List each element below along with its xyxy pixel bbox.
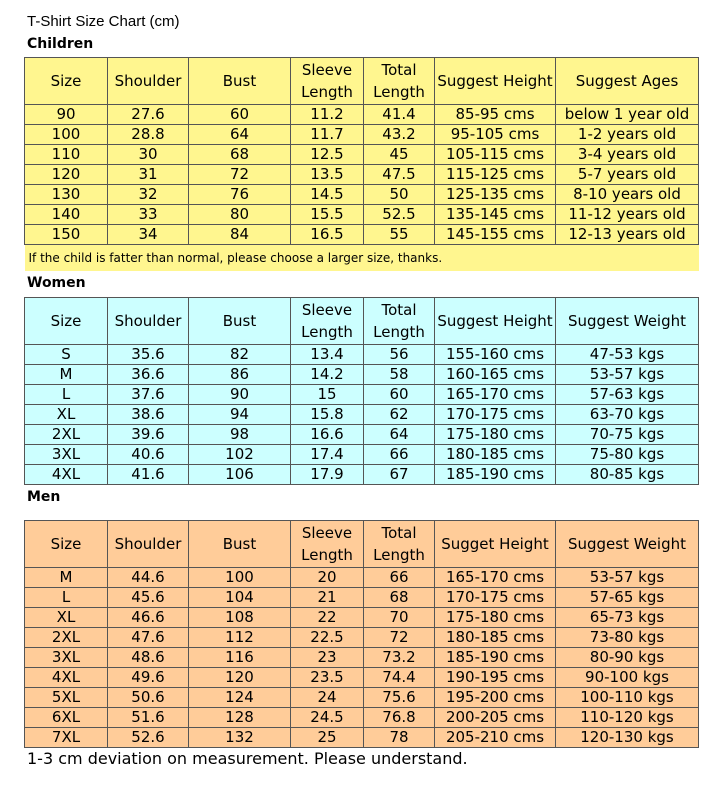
table-cell: 155-160 cms bbox=[435, 345, 556, 365]
table-cell: 72 bbox=[189, 165, 291, 185]
table-cell: 15.8 bbox=[291, 405, 364, 425]
table-cell: 21 bbox=[291, 588, 364, 608]
table-row bbox=[25, 125, 699, 145]
table-cell: 128 bbox=[189, 708, 291, 728]
table-cell: 100 bbox=[25, 125, 108, 145]
table-cell: 40.6 bbox=[108, 445, 189, 465]
table-cell: 130 bbox=[25, 185, 108, 205]
table-cell: 116 bbox=[189, 648, 291, 668]
table-row bbox=[25, 708, 699, 728]
column-header: Suggest Weight bbox=[556, 298, 699, 345]
table-cell: 12.5 bbox=[291, 145, 364, 165]
column-header: Bust bbox=[189, 58, 291, 105]
table-row bbox=[25, 728, 699, 748]
table-cell: 165-170 cms bbox=[435, 385, 556, 405]
table-row bbox=[25, 185, 699, 205]
table-cell: 47.5 bbox=[364, 165, 435, 185]
table-cell: 76.8 bbox=[364, 708, 435, 728]
table-cell: 57-63 kgs bbox=[556, 385, 699, 405]
column-header: Suggest Height bbox=[435, 58, 556, 105]
table-cell: 12-13 years old bbox=[556, 225, 699, 245]
table-cell: 66 bbox=[364, 445, 435, 465]
table-cell: 86 bbox=[189, 365, 291, 385]
column-header: Shoulder bbox=[108, 58, 189, 105]
table-cell: 5XL bbox=[25, 688, 108, 708]
table-row bbox=[25, 688, 699, 708]
deviation-note: 1-3 cm deviation on measurement. Please understand. bbox=[27, 749, 468, 768]
table-cell: 175-180 cms bbox=[435, 425, 556, 445]
table-cell: 55 bbox=[364, 225, 435, 245]
table-cell: 5-7 years old bbox=[556, 165, 699, 185]
table-cell: 132 bbox=[189, 728, 291, 748]
table-cell: 84 bbox=[189, 225, 291, 245]
table-cell: 23 bbox=[291, 648, 364, 668]
table-cell: 100 bbox=[189, 568, 291, 588]
table-cell: 90 bbox=[189, 385, 291, 405]
table-row bbox=[25, 445, 699, 465]
children-section-label: Children bbox=[27, 36, 94, 52]
table-cell: 94 bbox=[189, 405, 291, 425]
table-cell: 75.6 bbox=[364, 688, 435, 708]
table-cell: 3XL bbox=[25, 445, 108, 465]
table-row bbox=[25, 345, 699, 365]
column-header: Size bbox=[25, 58, 108, 105]
table-cell: 135-145 cms bbox=[435, 205, 556, 225]
table-cell: M bbox=[25, 568, 108, 588]
column-header: Sleeve Length bbox=[291, 58, 364, 105]
table-cell: 34 bbox=[108, 225, 189, 245]
table-cell: L bbox=[25, 588, 108, 608]
table-cell: 51.6 bbox=[108, 708, 189, 728]
table-cell: 15 bbox=[291, 385, 364, 405]
table-cell: 80-90 kgs bbox=[556, 648, 699, 668]
table-cell: 39.6 bbox=[108, 425, 189, 445]
table-cell: 58 bbox=[364, 365, 435, 385]
table-cell: 66 bbox=[364, 568, 435, 588]
table-cell: 52.6 bbox=[108, 728, 189, 748]
table-header-row bbox=[25, 298, 699, 345]
table-cell: 110 bbox=[25, 145, 108, 165]
table-row bbox=[25, 588, 699, 608]
table-cell: 74.4 bbox=[364, 668, 435, 688]
table-cell: 60 bbox=[364, 385, 435, 405]
table-cell: 80-85 kgs bbox=[556, 465, 699, 485]
table-cell: 56 bbox=[364, 345, 435, 365]
table-cell: 95-105 cms bbox=[435, 125, 556, 145]
table-cell: 190-195 cms bbox=[435, 668, 556, 688]
table-cell: 170-175 cms bbox=[435, 405, 556, 425]
table-cell: 205-210 cms bbox=[435, 728, 556, 748]
table-cell: 46.6 bbox=[108, 608, 189, 628]
table-cell: 3XL bbox=[25, 648, 108, 668]
table-row bbox=[25, 205, 699, 225]
column-header: Total Length bbox=[364, 298, 435, 345]
table-cell: below 1 year old bbox=[556, 105, 699, 125]
table-cell: 106 bbox=[189, 465, 291, 485]
table-cell: 68 bbox=[189, 145, 291, 165]
table-cell: 108 bbox=[189, 608, 291, 628]
table-cell: 47-53 kgs bbox=[556, 345, 699, 365]
column-header: Size bbox=[25, 521, 108, 568]
column-header: Bust bbox=[189, 298, 291, 345]
table-cell: 115-125 cms bbox=[435, 165, 556, 185]
table-cell: 64 bbox=[189, 125, 291, 145]
page-title: T-Shirt Size Chart (cm) bbox=[27, 13, 180, 30]
men-section-label: Men bbox=[27, 489, 61, 505]
table-cell: 1-2 years old bbox=[556, 125, 699, 145]
column-header: Sleeve Length bbox=[291, 298, 364, 345]
women-section-label: Women bbox=[27, 275, 86, 291]
table-cell: 185-190 cms bbox=[435, 648, 556, 668]
table-cell: 180-185 cms bbox=[435, 628, 556, 648]
table-cell: 102 bbox=[189, 445, 291, 465]
table-cell: 20 bbox=[291, 568, 364, 588]
table-cell: 50.6 bbox=[108, 688, 189, 708]
table-cell: 98 bbox=[189, 425, 291, 445]
table-cell: 76 bbox=[189, 185, 291, 205]
table-cell: 33 bbox=[108, 205, 189, 225]
table-cell: 73.2 bbox=[364, 648, 435, 668]
table-row bbox=[25, 608, 699, 628]
table-header-row bbox=[25, 58, 699, 105]
column-header: Suggest Ages bbox=[556, 58, 699, 105]
table-cell: XL bbox=[25, 405, 108, 425]
table-cell: 65-73 kgs bbox=[556, 608, 699, 628]
table-cell: 27.6 bbox=[108, 105, 189, 125]
table-cell: 13.5 bbox=[291, 165, 364, 185]
women-size-table bbox=[24, 297, 699, 485]
table-cell: 7XL bbox=[25, 728, 108, 748]
table-cell: 110-120 kgs bbox=[556, 708, 699, 728]
table-cell: 6XL bbox=[25, 708, 108, 728]
table-cell: 35.6 bbox=[108, 345, 189, 365]
table-cell: 140 bbox=[25, 205, 108, 225]
table-cell: 49.6 bbox=[108, 668, 189, 688]
table-cell: 44.6 bbox=[108, 568, 189, 588]
table-cell: 150 bbox=[25, 225, 108, 245]
children-size-note: If the child is fatter than normal, please choose a larger size, thanks. bbox=[25, 245, 699, 272]
column-header: Suggest Height bbox=[435, 298, 556, 345]
children-size-table bbox=[24, 57, 699, 271]
table-cell: 68 bbox=[364, 588, 435, 608]
column-header: Shoulder bbox=[108, 521, 189, 568]
table-row bbox=[25, 648, 699, 668]
table-cell: 41.4 bbox=[364, 105, 435, 125]
table-cell: 52.5 bbox=[364, 205, 435, 225]
table-cell: 145-155 cms bbox=[435, 225, 556, 245]
table-cell: 64 bbox=[364, 425, 435, 445]
table-cell: 23.5 bbox=[291, 668, 364, 688]
table-row bbox=[25, 225, 699, 245]
table-row bbox=[25, 405, 699, 425]
column-header: Size bbox=[25, 298, 108, 345]
table-cell: 75-80 kgs bbox=[556, 445, 699, 465]
table-cell: 160-165 cms bbox=[435, 365, 556, 385]
table-cell: 14.2 bbox=[291, 365, 364, 385]
table-cell: 112 bbox=[189, 628, 291, 648]
table-cell: 2XL bbox=[25, 628, 108, 648]
table-cell: 16.6 bbox=[291, 425, 364, 445]
table-row bbox=[25, 628, 699, 648]
column-header: Sleeve Length bbox=[291, 521, 364, 568]
table-cell: XL bbox=[25, 608, 108, 628]
table-cell: 175-180 cms bbox=[435, 608, 556, 628]
column-header: Total Length bbox=[364, 521, 435, 568]
table-cell: 100-110 kgs bbox=[556, 688, 699, 708]
note-row bbox=[25, 245, 699, 272]
table-cell: 165-170 cms bbox=[435, 568, 556, 588]
table-cell: 24.5 bbox=[291, 708, 364, 728]
table-cell: 120-130 kgs bbox=[556, 728, 699, 748]
table-cell: 80 bbox=[189, 205, 291, 225]
table-cell: 24 bbox=[291, 688, 364, 708]
men-size-table bbox=[24, 520, 699, 748]
table-cell: 22.5 bbox=[291, 628, 364, 648]
table-cell: 70-75 kgs bbox=[556, 425, 699, 445]
table-cell: 120 bbox=[25, 165, 108, 185]
table-cell: 180-185 cms bbox=[435, 445, 556, 465]
table-cell: 70 bbox=[364, 608, 435, 628]
table-cell: 185-190 cms bbox=[435, 465, 556, 485]
table-cell: 170-175 cms bbox=[435, 588, 556, 608]
table-cell: 45 bbox=[364, 145, 435, 165]
table-row bbox=[25, 568, 699, 588]
table-cell: 15.5 bbox=[291, 205, 364, 225]
table-cell: 104 bbox=[189, 588, 291, 608]
table-cell: 38.6 bbox=[108, 405, 189, 425]
table-cell: 57-65 kgs bbox=[556, 588, 699, 608]
table-cell: 4XL bbox=[25, 465, 108, 485]
table-cell: 60 bbox=[189, 105, 291, 125]
table-cell: 90-100 kgs bbox=[556, 668, 699, 688]
table-row bbox=[25, 425, 699, 445]
table-cell: 31 bbox=[108, 165, 189, 185]
table-cell: 8-10 years old bbox=[556, 185, 699, 205]
table-cell: 37.6 bbox=[108, 385, 189, 405]
table-cell: 48.6 bbox=[108, 648, 189, 668]
table-row bbox=[25, 668, 699, 688]
table-row bbox=[25, 165, 699, 185]
table-cell: 62 bbox=[364, 405, 435, 425]
table-cell: 11.2 bbox=[291, 105, 364, 125]
table-cell: M bbox=[25, 365, 108, 385]
table-cell: 32 bbox=[108, 185, 189, 205]
table-cell: 22 bbox=[291, 608, 364, 628]
column-header: Sugget Height bbox=[435, 521, 556, 568]
table-cell: 47.6 bbox=[108, 628, 189, 648]
table-cell: 63-70 kgs bbox=[556, 405, 699, 425]
table-cell: 16.5 bbox=[291, 225, 364, 245]
table-cell: 53-57 kgs bbox=[556, 568, 699, 588]
table-cell: 41.6 bbox=[108, 465, 189, 485]
table-cell: 72 bbox=[364, 628, 435, 648]
table-row bbox=[25, 105, 699, 125]
column-header: Suggest Weight bbox=[556, 521, 699, 568]
table-cell: 3-4 years old bbox=[556, 145, 699, 165]
table-cell: 50 bbox=[364, 185, 435, 205]
table-cell: 14.5 bbox=[291, 185, 364, 205]
table-cell: 78 bbox=[364, 728, 435, 748]
table-cell: 67 bbox=[364, 465, 435, 485]
table-header-row bbox=[25, 521, 699, 568]
table-cell: 17.4 bbox=[291, 445, 364, 465]
table-cell: 124 bbox=[189, 688, 291, 708]
table-cell: 73-80 kgs bbox=[556, 628, 699, 648]
table-row bbox=[25, 145, 699, 165]
table-cell: 28.8 bbox=[108, 125, 189, 145]
table-cell: 85-95 cms bbox=[435, 105, 556, 125]
table-cell: 11-12 years old bbox=[556, 205, 699, 225]
table-cell: 125-135 cms bbox=[435, 185, 556, 205]
column-header: Total Length bbox=[364, 58, 435, 105]
table-row bbox=[25, 465, 699, 485]
table-cell: 36.6 bbox=[108, 365, 189, 385]
table-cell: 43.2 bbox=[364, 125, 435, 145]
table-cell: 200-205 cms bbox=[435, 708, 556, 728]
column-header: Shoulder bbox=[108, 298, 189, 345]
table-cell: 105-115 cms bbox=[435, 145, 556, 165]
table-row bbox=[25, 385, 699, 405]
table-row bbox=[25, 365, 699, 385]
table-cell: 11.7 bbox=[291, 125, 364, 145]
table-cell: 25 bbox=[291, 728, 364, 748]
table-cell: 30 bbox=[108, 145, 189, 165]
table-cell: 13.4 bbox=[291, 345, 364, 365]
table-cell: 53-57 kgs bbox=[556, 365, 699, 385]
table-cell: S bbox=[25, 345, 108, 365]
table-cell: L bbox=[25, 385, 108, 405]
table-cell: 45.6 bbox=[108, 588, 189, 608]
table-cell: 2XL bbox=[25, 425, 108, 445]
table-cell: 17.9 bbox=[291, 465, 364, 485]
table-cell: 90 bbox=[25, 105, 108, 125]
table-cell: 4XL bbox=[25, 668, 108, 688]
table-cell: 120 bbox=[189, 668, 291, 688]
table-cell: 195-200 cms bbox=[435, 688, 556, 708]
table-cell: 82 bbox=[189, 345, 291, 365]
column-header: Bust bbox=[189, 521, 291, 568]
